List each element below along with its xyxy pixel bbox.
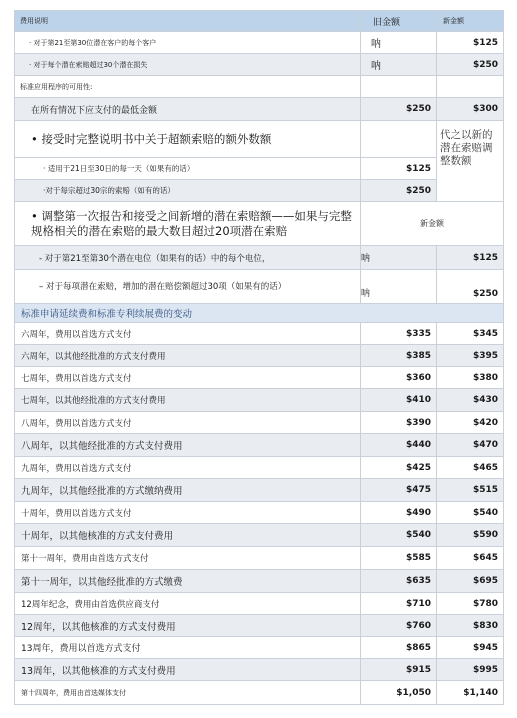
fee-row-old: $585 <box>361 547 437 570</box>
fee-row-new: $470 <box>437 434 504 457</box>
fee-row-new: $695 <box>437 570 504 593</box>
fee-row-label: 第十一周年，以其他经批准的方式缴费 <box>15 570 361 593</box>
table-row: 在所有情况下应支付的最低金额 $250 $300 <box>15 98 504 121</box>
fee-table <box>14 10 504 705</box>
fee-row-label: 第十四周年，费用由首选媒体支付 <box>15 681 361 705</box>
table-row <box>15 345 504 367</box>
fee-row-label: 13周年，以其他核准的方式支付费用 <box>15 659 361 681</box>
fee-row-label: 七周年，以其他经批准的方式支付费用 <box>15 389 361 412</box>
table-row <box>15 524 504 547</box>
fee-row-old: $635 <box>361 570 437 593</box>
fee-row-new: $380 <box>437 367 504 389</box>
fee-row-label: 第十一周年，费用由首选方式支付 <box>15 547 361 570</box>
fee-row-label: 八周年，以其他经批准的方式支付费用 <box>15 434 361 457</box>
section-title-row <box>15 304 504 323</box>
side-note: 代之以新的潜在索赔调整数额 <box>437 121 504 202</box>
fee-row-label: 12周年纪念，费用由首选供应商支付 <box>15 593 361 615</box>
table-row <box>15 681 504 705</box>
table-row <box>15 659 504 681</box>
fee-row-old: $475 <box>361 479 437 502</box>
header-new: 新金额 <box>437 11 504 32</box>
fee-row-old: $540 <box>361 524 437 547</box>
table-row <box>15 457 504 479</box>
fee-row-old: $335 <box>361 323 437 345</box>
fee-row-old: $490 <box>361 502 437 524</box>
fee-row-new: $540 <box>437 502 504 524</box>
section-title: 标准申请延续费和标准专利续展费的变动 <box>15 304 504 323</box>
fee-row-new: $420 <box>437 412 504 434</box>
fee-row-label: 十周年，以其他核准的方式支付费用 <box>15 524 361 547</box>
fee-row-label: 12周年，以其他核准的方式支付费用 <box>15 615 361 637</box>
fee-row-new: $515 <box>437 479 504 502</box>
fee-row-label: 八周年，费用以首选方式支付 <box>15 412 361 434</box>
fee-row-label: 十周年，费用以首选方式支付 <box>15 502 361 524</box>
fee-row-old: $425 <box>361 457 437 479</box>
fee-row-old: $410 <box>361 389 437 412</box>
table-row: · 对于第21至第30位潜在客户的每个客户 呐 $125 <box>15 32 504 54</box>
table-row <box>15 593 504 615</box>
fee-row-new: $645 <box>437 547 504 570</box>
fee-row-old: $915 <box>361 659 437 681</box>
fee-row-new: $830 <box>437 615 504 637</box>
fee-row-old: $385 <box>361 345 437 367</box>
adjust-new-label: 新金额 <box>361 202 504 246</box>
excess-claim-row: • 接受时完整说明书中关于超额索赔的额外数额 代之以新的潜在索赔调整数额 <box>15 121 504 158</box>
fee-row-label: 九周年，费用以首选方式支付 <box>15 457 361 479</box>
table-row <box>15 389 504 412</box>
table-row <box>15 570 504 593</box>
fee-row-new: $465 <box>437 457 504 479</box>
table-row: · 对于每个潜在索赔超过30个潜在损失 呐 $250 <box>15 54 504 76</box>
fee-row-old: $440 <box>361 434 437 457</box>
table-header <box>15 11 504 32</box>
fee-row-label: 六周年，费用以首选方式支付 <box>15 323 361 345</box>
fee-row-old: $760 <box>361 615 437 637</box>
table-row <box>15 502 504 524</box>
fee-row-new: $780 <box>437 593 504 615</box>
table-row <box>15 434 504 457</box>
fee-row-new: $1,140 <box>437 681 504 705</box>
table-row <box>15 412 504 434</box>
fee-row-old: $865 <box>361 637 437 659</box>
fee-row-label: 13周年，费用以首选方式支付 <box>15 637 361 659</box>
fee-row-new: $995 <box>437 659 504 681</box>
fee-row-new: $945 <box>437 637 504 659</box>
table-row: - 对于第21至第30个潜在电位（如果有的话）中的每个电位， 呐 $125 <box>15 246 504 270</box>
note-row: 标准应用程序的可用性: <box>15 76 504 98</box>
fee-rows <box>15 323 504 705</box>
table-row <box>15 323 504 345</box>
table-row <box>15 637 504 659</box>
fee-row-label: 七周年，费用以首选方式支付 <box>15 367 361 389</box>
adjust-row: • 调整第一次报告和接受之间新增的潜在索赔额——如果与完整规格相关的潜在索赔的最大数目超过20项潜在索赔 新金额 <box>15 202 504 246</box>
fee-row-label: 九周年，以其他经批准的方式缴纳费用 <box>15 479 361 502</box>
fee-row-new: $590 <box>437 524 504 547</box>
table-row <box>15 615 504 637</box>
fee-row-old: $1,050 <box>361 681 437 705</box>
table-row <box>15 367 504 389</box>
fee-row-new: $395 <box>437 345 504 367</box>
table-row: – 对于每项潜在索赔，增加的潜在赔偿额超过30项（如果有的话） 呐 $250 <box>15 270 504 304</box>
fee-row-old: $360 <box>361 367 437 389</box>
fee-row-old: $710 <box>361 593 437 615</box>
fee-row-old: $390 <box>361 412 437 434</box>
table-row: · 适用于21日至30日的每一天（如果有的话） $125 <box>15 158 504 180</box>
fee-row-new: $430 <box>437 389 504 412</box>
header-desc: 费用说明 <box>15 11 361 32</box>
fee-row-new: $345 <box>437 323 504 345</box>
header-old: 旧金额 <box>361 11 437 32</box>
table-row <box>15 479 504 502</box>
table-row: ·对于每宗超过30宗的索赔（如有的话） $250 <box>15 180 504 202</box>
fee-row-label: 六周年，以其他经批准的方式支付费用 <box>15 345 361 367</box>
table-row <box>15 547 504 570</box>
